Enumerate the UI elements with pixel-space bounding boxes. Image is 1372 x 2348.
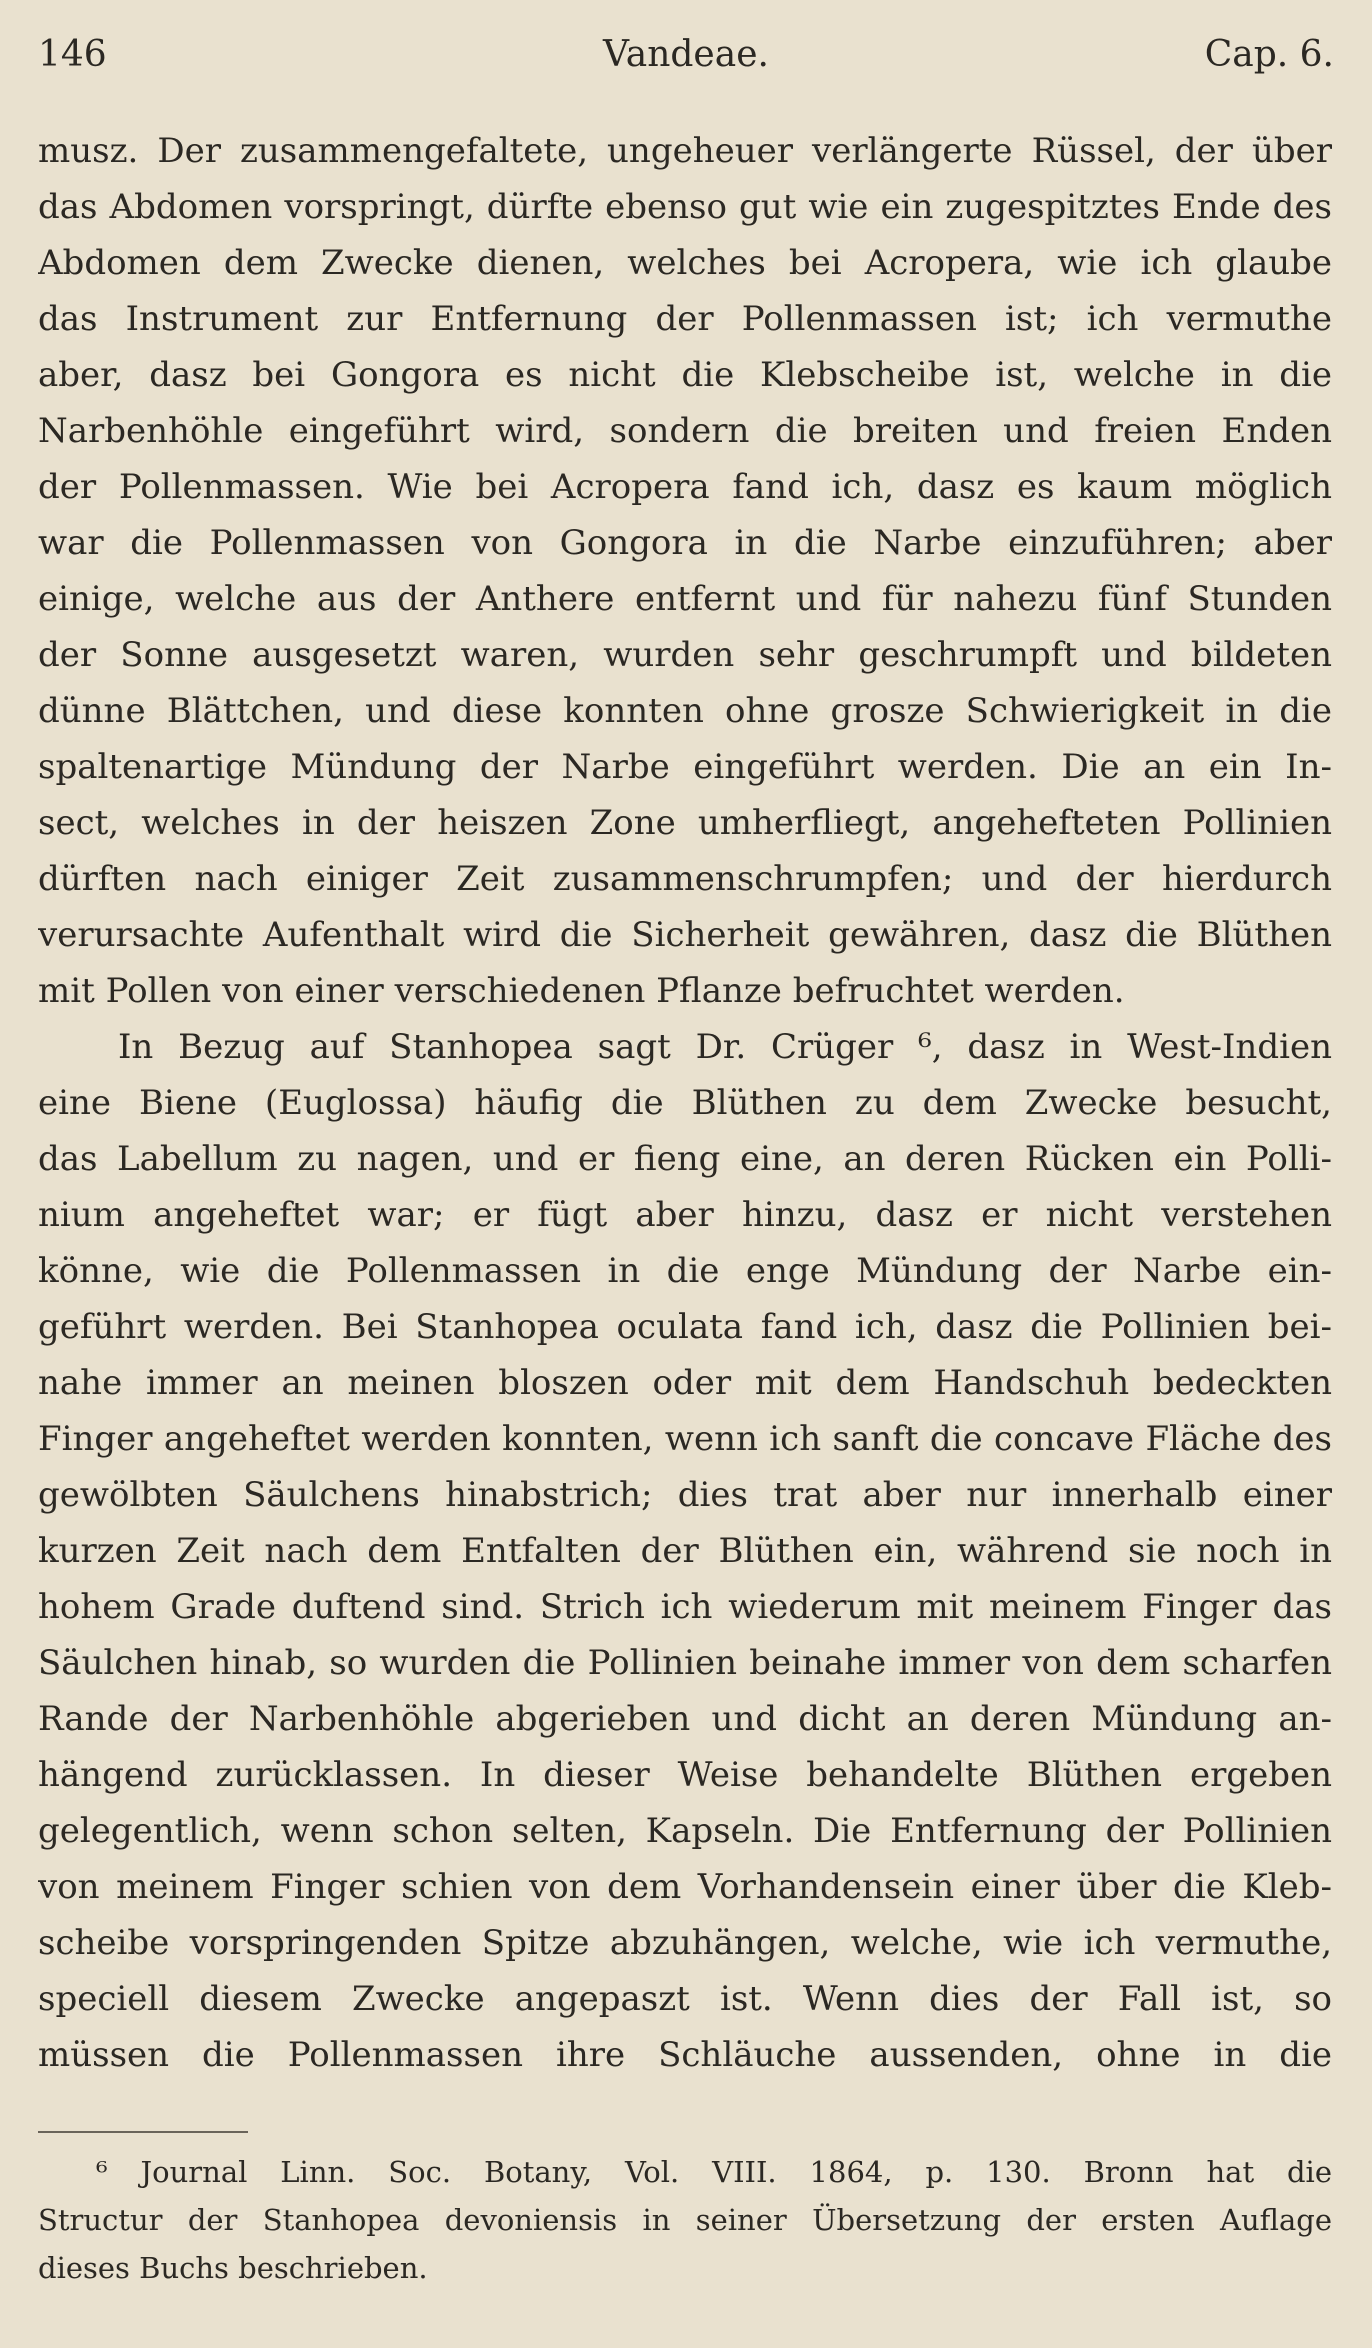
- text-line: gewölbten Säulchens hinabstrich; dies trat aber nur innerhalb einer: [38, 1475, 1332, 1515]
- text-line: Abdomen dem Zwecke dienen, welches bei Acropera, wie ich glaube: [38, 243, 1332, 283]
- text-line: Rande der Narbenhöhle abgerieben und dicht an deren Mündung an-: [38, 1699, 1332, 1739]
- footnote-line: dieses Buchs beschrieben.: [38, 2251, 428, 2285]
- footnote-line: Structur der Stanhopea devoniensis in seiner Übersetzung der ersten Auflage: [38, 2203, 1332, 2237]
- running-title: Vandeae.: [603, 34, 769, 75]
- text-line: das Instrument zur Entfernung der Pollenmassen ist; ich vermuthe: [38, 299, 1332, 339]
- text-line: dürften nach einiger Zeit zusammenschrumpfen; und der hierdurch: [38, 859, 1332, 899]
- text-line: musz. Der zusammengefaltete, ungeheuer verlängerte Rüssel, der über: [38, 131, 1332, 171]
- text-line: spaltenartige Mündung der Narbe eingeführt werden. Die an ein In-: [38, 747, 1332, 787]
- text-line: von meinem Finger schien von dem Vorhandensein einer über die Kleb-: [38, 1867, 1332, 1907]
- text-line: nahe immer an meinen bloszen oder mit dem Handschuh bedeckten: [38, 1363, 1332, 1403]
- running-header: [38, 30, 1334, 80]
- text-line: verursachte Aufenthalt wird die Sicherheit gewähren, dasz die Blüthen: [38, 915, 1332, 955]
- text-line: mit Pollen von einer verschiedenen Pflanze befruchtet werden.: [38, 971, 1125, 1011]
- text-line: könne, wie die Pollenmassen in die enge Mündung der Narbe ein-: [38, 1251, 1332, 1291]
- text-line: der Pollenmassen. Wie bei Acropera fand ich, dasz es kaum möglich: [38, 467, 1332, 507]
- text-line: das Labellum zu nagen, und er fieng eine, an deren Rücken ein Polli-: [38, 1139, 1332, 1179]
- text-line: der Sonne ausgesetzt waren, wurden sehr geschrumpft und bildeten: [38, 635, 1332, 675]
- page-number: 146: [38, 34, 107, 75]
- text-line: hohem Grade duftend sind. Strich ich wiederum mit meinem Finger das: [38, 1587, 1332, 1627]
- text-line: hängend zurücklassen. In dieser Weise behandelte Blüthen ergeben: [38, 1755, 1332, 1795]
- text-line: war die Pollenmassen von Gongora in die Narbe einzuführen; aber: [38, 523, 1332, 563]
- text-line: einige, welche aus der Anthere entfernt und für nahezu fünf Stunden: [38, 579, 1332, 619]
- text-line: aber, dasz bei Gongora es nicht die Klebscheibe ist, welche in die: [38, 355, 1332, 395]
- text-line: geführt werden. Bei Stanhopea oculata fand ich, dasz die Pollinien bei-: [38, 1307, 1332, 1347]
- text-line: speciell diesem Zwecke angepaszt ist. Wenn dies der Fall ist, so: [38, 1979, 1332, 2019]
- text-line: Säulchen hinab, so wurden die Pollinien beinahe immer von dem scharfen: [38, 1643, 1332, 1683]
- text-line: gelegentlich, wenn schon selten, Kapseln. Die Entfernung der Pollinien: [38, 1811, 1332, 1851]
- text-line: nium angeheftet war; er fügt aber hinzu, dasz er nicht verstehen: [38, 1195, 1332, 1235]
- text-line: das Abdomen vorspringt, dürfte ebenso gut wie ein zugespitztes Ende des: [38, 187, 1332, 227]
- chapter-label: Cap. 6.: [1204, 34, 1334, 75]
- text-line: sect, welches in der heiszen Zone umherfliegt, angehefteten Pollinien: [38, 803, 1332, 843]
- text-line: Finger angeheftet werden konnten, wenn ich sanft die concave Fläche des: [38, 1419, 1332, 1459]
- text-line: In Bezug auf Stanhopea sagt Dr. Crüger ⁶, dasz in West-Indien: [118, 1027, 1332, 1067]
- text-line: dünne Blättchen, und diese konnten ohne grosze Schwierigkeit in die: [38, 691, 1332, 731]
- text-line: kurzen Zeit nach dem Entfalten der Blüthen ein, während sie noch in: [38, 1531, 1332, 1571]
- footnote-rule: [38, 2131, 248, 2133]
- footnote-line: ⁶ Journal Linn. Soc. Botany, Vol. VIII. 1864, p. 130. Bronn hat die: [96, 2155, 1332, 2189]
- text-line: müssen die Pollenmassen ihre Schläuche aussenden, ohne in die: [38, 2035, 1332, 2075]
- text-line: eine Biene (Euglossa) häufig die Blüthen zu dem Zwecke besucht,: [38, 1083, 1332, 1123]
- text-line: Narbenhöhle eingeführt wird, sondern die breiten und freien Enden: [38, 411, 1332, 451]
- text-line: scheibe vorspringenden Spitze abzuhängen, welche, wie ich vermuthe,: [38, 1923, 1332, 1963]
